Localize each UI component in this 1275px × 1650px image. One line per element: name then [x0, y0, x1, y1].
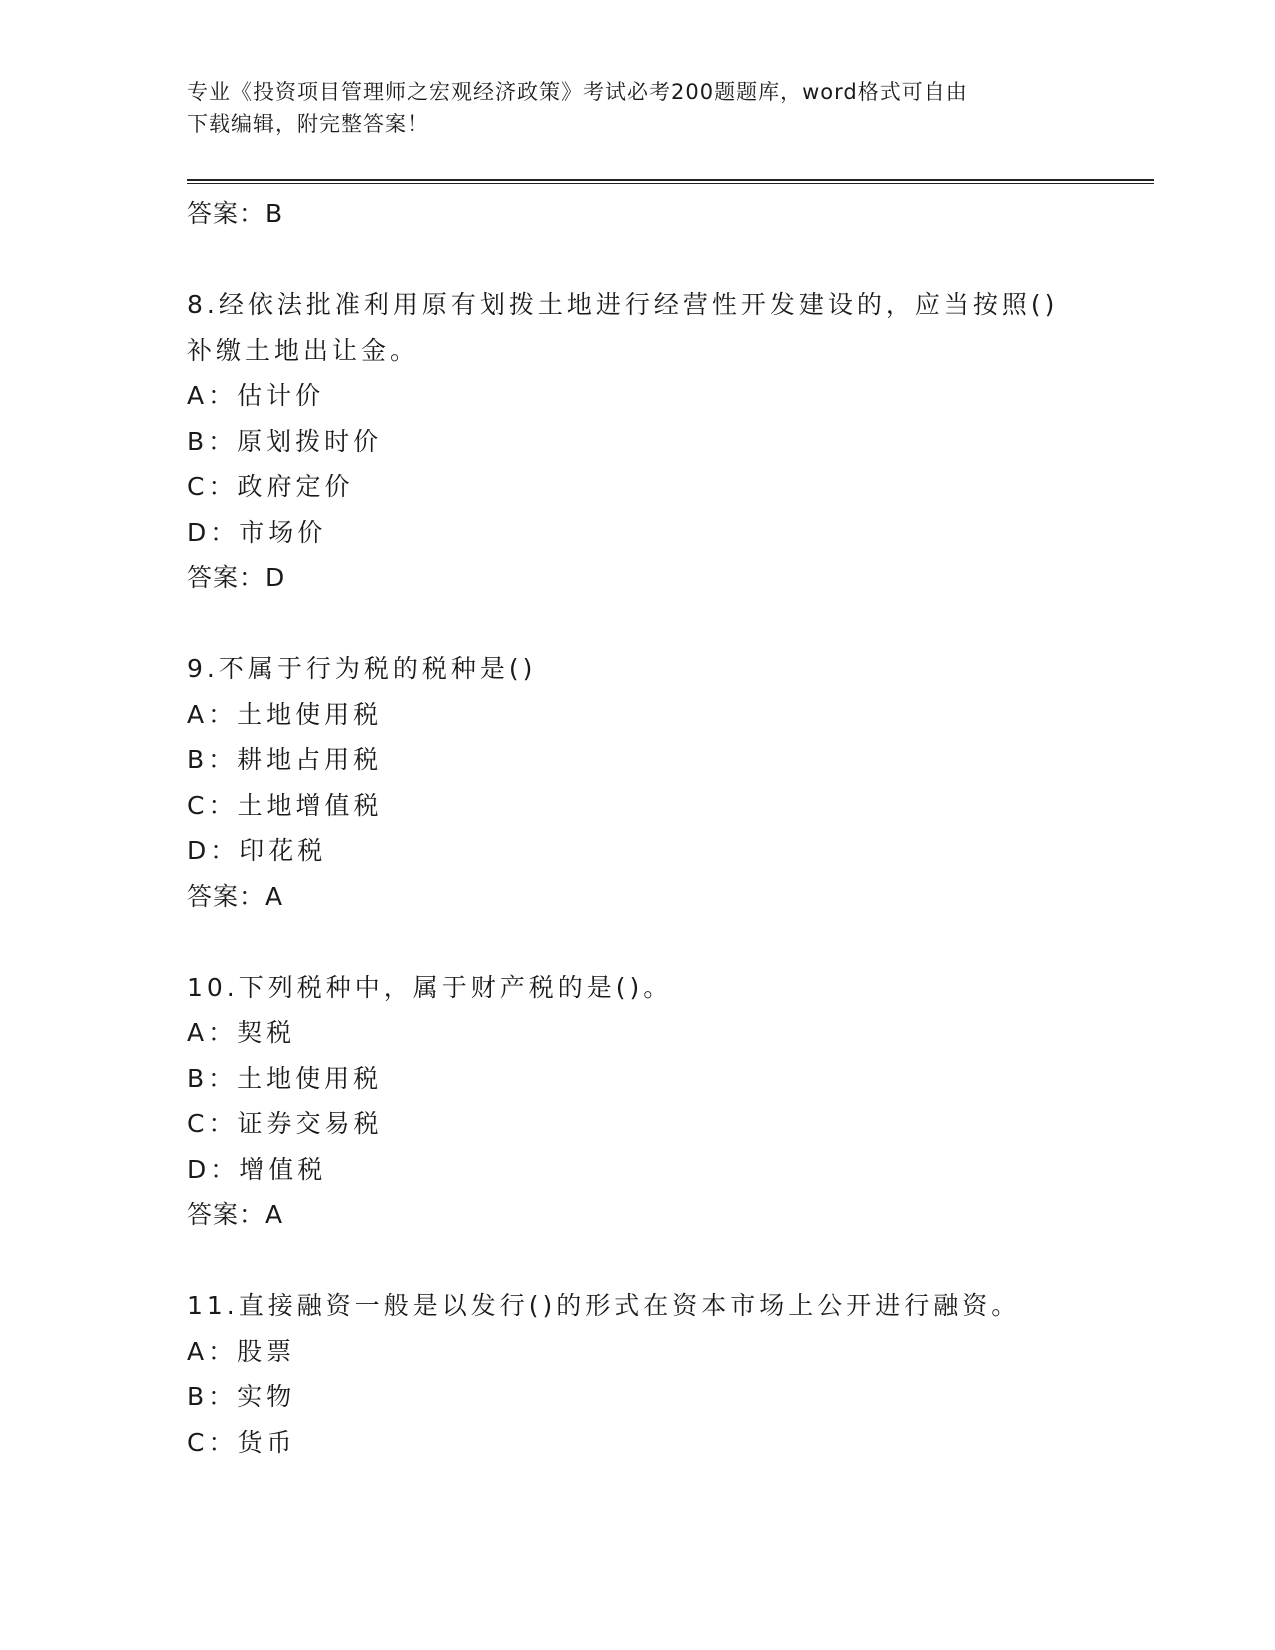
header-divider — [187, 179, 1154, 184]
spacer — [187, 919, 1087, 965]
document-header — [187, 76, 1087, 140]
question-block — [187, 282, 1087, 601]
option-a: A：估计价 — [187, 381, 325, 410]
spacer — [187, 237, 1087, 283]
question-stem: 9.不属于行为税的税种是() — [187, 654, 537, 683]
option-b: B：耕地占用税 — [187, 745, 383, 774]
option-b: B：实物 — [187, 1382, 296, 1411]
option-c: C：货币 — [187, 1427, 296, 1457]
option-a: A：契税 — [187, 1018, 296, 1047]
question-block — [187, 1283, 1087, 1465]
option-d: D：市场价 — [187, 517, 327, 547]
question-stem: 8.经依法批准利用原有划拨土地进行经营性开发建设的，应当按照() — [187, 290, 1059, 319]
option-b: B：土地使用税 — [187, 1063, 383, 1093]
header-line-2: 下载编辑，附完整答案！ — [187, 112, 429, 136]
option-a: A：股票 — [187, 1336, 296, 1366]
question-list — [187, 191, 1087, 1465]
option-c: C：证券交易税 — [187, 1109, 383, 1138]
option-d: D：增值税 — [187, 1154, 327, 1184]
question-stem: 补缴土地出让金。 — [187, 335, 420, 365]
answer-line: 答案：A — [187, 1200, 284, 1229]
spacer — [187, 601, 1087, 647]
option-c: C：土地增值税 — [187, 790, 383, 820]
spacer — [187, 1238, 1087, 1284]
header-line-1: 专业《投资项目管理师之宏观经济政策》考试必考200题题库，word格式可自由 — [187, 80, 968, 104]
option-a: A：土地使用税 — [187, 699, 383, 729]
answer-line: 答案：D — [187, 563, 286, 592]
answer-line: 答案：A — [187, 881, 284, 911]
question-stem: 11.直接融资一般是以发行()的形式在资本市场上公开进行融资。 — [187, 1291, 1021, 1320]
question-stem: 10.下列税种中，属于财产税的是()。 — [187, 972, 673, 1002]
option-d: D：印花税 — [187, 836, 327, 865]
option-c: C：政府定价 — [187, 472, 354, 501]
question-block — [187, 965, 1087, 1238]
option-b: B：原划拨时价 — [187, 426, 383, 456]
question-block — [187, 646, 1087, 919]
answer-line: 答案：B — [187, 199, 284, 228]
